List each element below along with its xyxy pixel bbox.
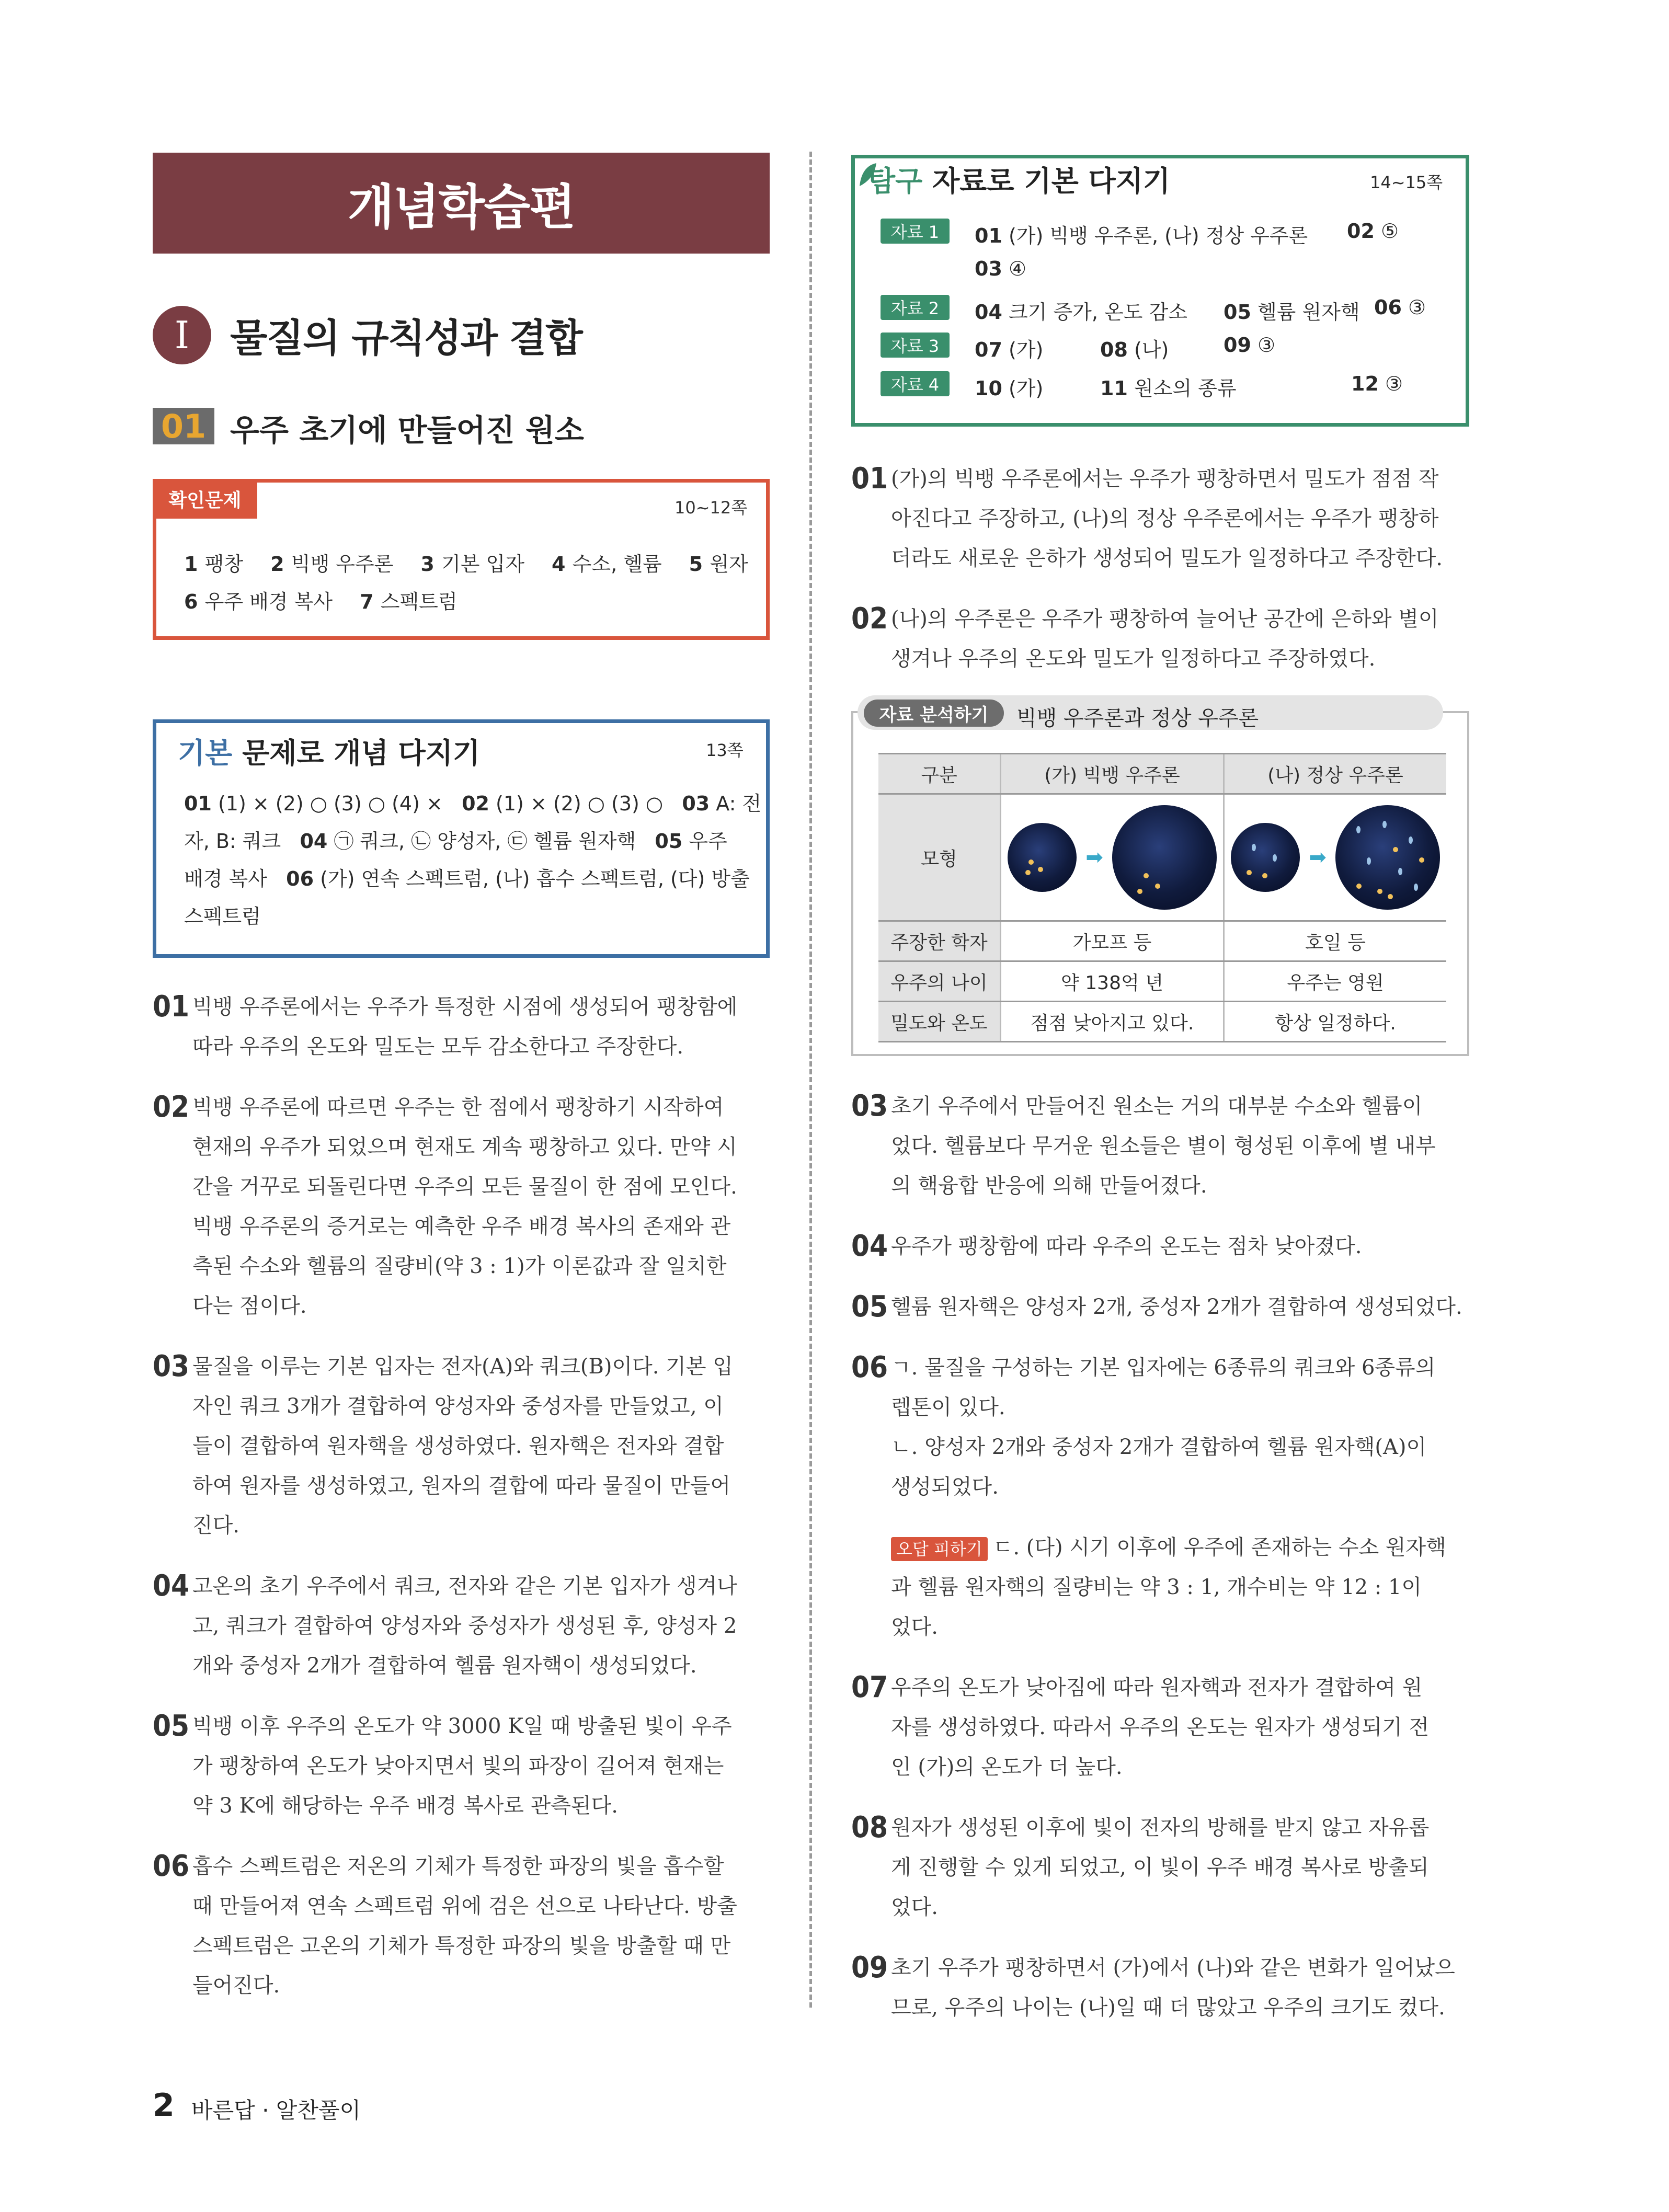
table-cell: 호일 등: [1224, 921, 1446, 961]
table-cell: 가모프 등: [1001, 921, 1224, 961]
text-line: [891, 1567, 1469, 1607]
check-problems-pages: 10~12쪽: [675, 498, 748, 518]
line-text: 따라 우주의 온도와 밀도는 모두 감소한다고 주장한다.: [192, 1035, 684, 1059]
explanation-item: [851, 459, 1469, 578]
check-answer: [270, 553, 393, 576]
line-text: 가 팽창하여 온도가 낮아지면서 빛의 파장이 길어져 현재는: [192, 1754, 724, 1778]
text-line: [192, 1566, 770, 1606]
explore-answer: 04 크기 증가, 온도 감소: [975, 301, 1187, 324]
steady-model-illustration: [1224, 794, 1446, 921]
item-text: [891, 1287, 1469, 1327]
text-line: [192, 1886, 770, 1926]
table-row-age: 우주의 나이: [878, 961, 1001, 1002]
line-text: 물질을 이루는 기본 입자는 전자(A)와 쿼크(B)이다. 기본 입: [192, 1355, 733, 1379]
explanation-item: [851, 599, 1469, 679]
text-line: [891, 1607, 1469, 1647]
text-line: [891, 1668, 1469, 1707]
text-line: [891, 1887, 1469, 1927]
check-answer: [360, 590, 458, 613]
text-line: [891, 1166, 1469, 1206]
line-text: 자를 생성하였다. 따라서 우주의 온도는 원자가 생성되기 전: [891, 1715, 1430, 1739]
answer-text: 기본 입자: [441, 553, 524, 576]
explanation-item: [153, 1847, 770, 2005]
item-text: [891, 1348, 1469, 1507]
table-cell: 우주는 영원: [1224, 961, 1446, 1002]
text-line: [192, 1646, 770, 1686]
text-line: [192, 1386, 770, 1426]
text-line: [891, 459, 1469, 499]
line-text: 더라도 새로운 은하가 생성되어 밀도가 일정하다고 주장한다.: [891, 546, 1443, 570]
line-text: 인 (가)의 온도가 더 높다.: [891, 1755, 1123, 1779]
line-text: 때 만들어져 연속 스펙트럼 위에 검은 선으로 나타난다. 방출: [192, 1894, 737, 1918]
table-header-bigbang: (가) 빅뱅 우주론: [1001, 754, 1224, 794]
answer-number: 6: [184, 590, 205, 613]
explore-answer: 09 ③: [1224, 334, 1276, 357]
item-number: 03: [153, 1349, 190, 1383]
answer-text: 원자: [710, 553, 748, 576]
data-analysis-tag: 자료 분석하기: [864, 700, 1004, 727]
section-title: 개념학습편: [347, 179, 575, 235]
explore-problems-pages: 14~15쪽: [1370, 173, 1443, 192]
basic-problems-title: [178, 731, 480, 771]
text-line: [192, 1966, 770, 2005]
explanation-item: [851, 1086, 1469, 1206]
line-text: 초기 우주에서 만들어진 원소는 거의 대부분 수소와 헬륨이: [891, 1094, 1423, 1118]
line-text: 원자가 생성된 이후에 빛이 전자의 방해를 받지 않고 자유롭: [891, 1816, 1430, 1840]
item-number: 04: [851, 1229, 888, 1263]
basic-answer-line: 자, B: 쿼크 04 ㉠ 쿼크, ㉡ 양성자, ㉢ 헬륨 원자핵 05 우주: [184, 830, 727, 853]
item-number: 04: [153, 1569, 190, 1603]
item-number: [851, 1528, 891, 1647]
line-text: 우주의 온도가 낮아짐에 따라 원자핵과 전자가 결합하여 원: [891, 1676, 1423, 1700]
line-text: 다는 점이다.: [192, 1294, 307, 1318]
line-text: 하여 원자를 생성하였고, 원자의 결합에 따라 물질이 만들어: [192, 1474, 731, 1498]
basic-answers: [184, 787, 762, 938]
item-text: [192, 1566, 770, 1686]
line-text: 생성되었다.: [891, 1475, 999, 1499]
text-line: [891, 1287, 1469, 1327]
item-text: [891, 1808, 1469, 1927]
explore-answer: 10 (가): [975, 377, 1044, 400]
item-number: 02: [851, 602, 888, 636]
table-model-label: 모형: [878, 794, 1001, 921]
part-numeral-badge: I: [153, 306, 211, 364]
line-text: 들이 결합하여 원자핵을 생성하였다. 원자핵은 전자와 결합: [192, 1434, 724, 1458]
text-line: [891, 1988, 1469, 2027]
explore-answer: 11 원소의 종류: [1100, 377, 1237, 400]
text-line: [192, 1127, 770, 1167]
text-line: [192, 1847, 770, 1886]
line-text: 었다.: [891, 1615, 938, 1639]
explanation-item: [851, 1287, 1469, 1327]
line-text: 현재의 우주가 되었으며 현재도 계속 팽창하고 있다. 만약 시: [192, 1135, 737, 1159]
explanation-item: [851, 1528, 1469, 1647]
item-text: [891, 599, 1469, 679]
answer-text: 수소, 헬륨: [572, 553, 662, 576]
explore-data-tag: 자료 2: [881, 295, 950, 320]
answer-text: 우주 배경 복사: [204, 590, 333, 613]
explore-answer: 06 ③: [1374, 296, 1426, 319]
item-text: [891, 1668, 1469, 1787]
basic-answer-line: 스펙트럼: [184, 905, 261, 928]
line-text: 진다.: [192, 1514, 239, 1538]
line-text: 개와 중성자 2개가 결합하여 헬륨 원자핵이 생성되었다.: [192, 1654, 697, 1678]
line-text: 흡수 스펙트럼은 저온의 기체가 특정한 파장의 빛을 흡수할: [192, 1854, 724, 1878]
text-line: [192, 1426, 770, 1466]
text-line: [192, 1246, 770, 1286]
line-text: 자인 쿼크 3개가 결합하여 양성자와 중성자를 만들었고, 이: [192, 1394, 724, 1418]
right-explanations-top: [851, 459, 1469, 700]
item-number: 06: [153, 1849, 190, 1883]
text-line: [192, 1167, 770, 1207]
table-header-steady: (나) 정상 우주론: [1224, 754, 1446, 794]
text-line: [891, 1808, 1469, 1848]
line-text: 게 진행할 수 있게 되었고, 이 빛이 우주 배경 복사로 방출되: [891, 1855, 1429, 1879]
text-line: [891, 1086, 1469, 1126]
item-number: 03: [851, 1089, 888, 1123]
item-number: 08: [851, 1810, 888, 1844]
answer-text: 스펙트럼: [380, 590, 458, 613]
check-answer: [184, 553, 243, 576]
text-line: [192, 1926, 770, 1966]
explore-answer: 05 헬륨 원자핵: [1224, 301, 1360, 324]
wrong-answer-tag: 오답 피하기: [891, 1537, 988, 1561]
explanation-item: [153, 987, 770, 1067]
check-answers-line-2: [184, 586, 458, 614]
answer-number: 3: [420, 553, 442, 576]
item-text: [891, 1086, 1469, 1206]
text-line: [192, 1087, 770, 1127]
explanation-item: [851, 1227, 1469, 1266]
right-explanations-bottom: [851, 1086, 1469, 2048]
line-text: 의 핵융합 반응에 의해 만들어졌다.: [891, 1174, 1207, 1198]
text-line: [192, 1207, 770, 1246]
page-number: 2: [153, 2087, 175, 2124]
item-text: [891, 1528, 1469, 1647]
text-line: [192, 1466, 770, 1506]
item-number: 05: [153, 1709, 190, 1743]
explore-answer: 08 (나): [1100, 338, 1169, 361]
table-cell: 항상 일정하다.: [1224, 1002, 1446, 1042]
table-row-density: 밀도와 온도: [878, 1002, 1001, 1042]
answer-number: 2: [270, 553, 291, 576]
large-universe-sphere: [1112, 805, 1217, 910]
line-text: 헬륨 원자핵은 양성자 2개, 중성자 2개가 결합하여 생성되었다.: [891, 1295, 1462, 1319]
explanation-item: [851, 1948, 1469, 2027]
answer-number: 1: [184, 553, 205, 576]
large-universe-sphere: [1335, 805, 1440, 910]
explore-answer: 01 (가) 빅뱅 우주론, (나) 정상 우주론: [975, 224, 1308, 247]
explanation-item: [851, 1668, 1469, 1787]
text-line: [891, 599, 1469, 639]
item-number: 09: [851, 1951, 888, 1985]
item-number: 05: [851, 1290, 888, 1324]
item-text: [891, 1227, 1469, 1266]
explanation-item: [153, 1087, 770, 1326]
chapter-number: 01: [153, 408, 214, 444]
text-line: [192, 1786, 770, 1826]
explore-data-tag: 자료 1: [881, 219, 950, 244]
text-line: [192, 1606, 770, 1646]
comparison-table: [878, 753, 1446, 1042]
explore-answer: 02 ⑤: [1347, 220, 1399, 243]
item-number: 01: [851, 462, 888, 496]
left-explanations: [153, 987, 770, 2026]
basic-answer-line: 01 (1) × (2) ○ (3) ○ (4) × 02 (1) × (2) ○ (3) ○ 03 A: 전: [184, 792, 762, 815]
line-text: ㄱ. 물질을 구성하는 기본 입자에는 6종류의 쿼크와 6종류의: [891, 1356, 1436, 1380]
item-number: 06: [851, 1350, 888, 1384]
check-answer: [689, 553, 748, 576]
table-cell: 약 138억 년: [1001, 961, 1224, 1002]
explore-title-rest: 자료로 기본 다지기: [922, 165, 1171, 198]
answer-number: 4: [551, 553, 573, 576]
explanation-item: [851, 1348, 1469, 1507]
item-text: [192, 987, 770, 1067]
line-text: 빅뱅 우주론에서는 우주가 특정한 시점에 생성되어 팽창함에: [192, 995, 738, 1019]
arrow-right-icon: ➡: [1309, 845, 1327, 869]
item-text: [192, 1347, 770, 1545]
text-line: [192, 987, 770, 1027]
line-text: 과 헬륨 원자핵의 질량비는 약 3 : 1, 개수비는 약 12 : 1이: [891, 1575, 1422, 1599]
column-divider: [809, 152, 812, 2008]
line-text: 아진다고 주장하고, (나)의 정상 우주론에서는 우주가 팽창하: [891, 507, 1439, 531]
check-answer: [552, 553, 662, 576]
item-text: [192, 1706, 770, 1826]
basic-title-rest: 문제로 개념 다지기: [232, 737, 481, 770]
footer-book-title: 바른답 · 알찬풀이: [191, 2098, 361, 2123]
explore-problems-title: [868, 159, 1170, 199]
item-number: 02: [153, 1090, 190, 1124]
line-text: ㄷ. (다) 시기 이후에 우주에 존재하는 수소 원자핵: [992, 1535, 1446, 1560]
line-text: 빅뱅 우주론에 따르면 우주는 한 점에서 팽창하기 시작하여: [192, 1095, 724, 1119]
line-text: 측된 수소와 헬륨의 질량비(약 3 : 1)가 이론값과 잘 일치한: [192, 1254, 727, 1278]
line-text: 므로, 우주의 나이는 (나)일 때 더 많았고 우주의 크기도 컸다.: [891, 1996, 1445, 2020]
small-universe-sphere: [1008, 823, 1077, 892]
table-header-category: 구분: [878, 754, 1001, 794]
line-text: ㄴ. 양성자 2개와 중성자 2개가 결합하여 헬륨 원자핵(A)이: [891, 1435, 1427, 1459]
line-text: 약 3 K에 해당하는 우주 배경 복사로 관측된다.: [192, 1794, 618, 1818]
chapter-title: 우주 초기에 만들어진 원소: [230, 412, 584, 448]
text-line: [192, 1347, 770, 1386]
section-title-bar: [153, 153, 770, 254]
text-line: [891, 1388, 1469, 1427]
explore-title-highlight: 탐구: [868, 165, 923, 198]
line-text: 우주가 팽창함에 따라 우주의 온도는 점차 낮아졌다.: [891, 1234, 1362, 1258]
line-text: (가)의 빅뱅 우주론에서는 우주가 팽창하면서 밀도가 점점 작: [891, 467, 1439, 491]
item-number: 07: [851, 1670, 888, 1704]
item-text: [891, 459, 1469, 578]
check-answer: [420, 553, 524, 576]
part-title: 물질의 규칙성과 결합: [230, 316, 582, 361]
data-analysis-title: 빅뱅 우주론과 정상 우주론: [1016, 706, 1259, 730]
line-text: 스펙트럼은 고온의 기체가 특정한 파장의 빛을 방출할 때 만: [192, 1934, 731, 1958]
line-text: 들어진다.: [192, 1974, 280, 1998]
line-text: 빅뱅 이후 우주의 온도가 약 3000 K일 때 방출된 빛이 우주: [192, 1714, 732, 1738]
text-line: [891, 1528, 1469, 1567]
line-text: 고, 쿼크가 결합하여 양성자와 중성자가 생성된 후, 양성자 2: [192, 1614, 737, 1638]
line-text: 초기 우주가 팽창하면서 (가)에서 (나)와 같은 변화가 일어났으: [891, 1956, 1455, 1980]
text-line: [192, 1027, 770, 1067]
explore-answer: 03 ④: [975, 257, 1027, 280]
line-text: 고온의 초기 우주에서 쿼크, 전자와 같은 기본 입자가 생겨나: [192, 1574, 737, 1598]
check-problems-tag: 확인문제: [153, 479, 257, 519]
text-line: [891, 1427, 1469, 1467]
explanation-item: [153, 1566, 770, 1686]
text-line: [891, 1126, 1469, 1166]
line-text: 생겨나 우주의 온도와 밀도가 일정하다고 주장하였다.: [891, 647, 1376, 671]
explore-data-tag: 자료 4: [881, 371, 950, 396]
text-line: [891, 1348, 1469, 1388]
basic-answer-line: 배경 복사 06 (가) 연속 스펙트럼, (나) 흡수 스펙트럼, (다) 방출: [184, 867, 750, 890]
explore-data-tag: 자료 3: [881, 333, 950, 358]
text-line: [891, 499, 1469, 538]
item-text: [192, 1087, 770, 1326]
text-line: [192, 1506, 770, 1545]
basic-title-highlight: 기본: [178, 737, 233, 770]
item-text: [891, 1948, 1469, 2027]
text-line: [192, 1706, 770, 1746]
line-text: (나)의 우주론은 우주가 팽창하여 늘어난 공간에 은하와 별이: [891, 607, 1439, 631]
answer-text: 팽창: [204, 553, 244, 576]
line-text: 렙톤이 있다.: [891, 1395, 1005, 1419]
arrow-right-icon: ➡: [1085, 845, 1103, 869]
explore-answer: 12 ③: [1351, 372, 1403, 395]
item-number: 01: [153, 990, 190, 1024]
answer-text: 빅뱅 우주론: [291, 553, 394, 576]
line-text: 었다.: [891, 1895, 938, 1919]
answer-number: 7: [360, 590, 381, 613]
explore-answer: 07 (가): [975, 338, 1044, 361]
check-answer: [184, 590, 333, 613]
text-line: [891, 1747, 1469, 1787]
line-text: 빅뱅 우주론의 증거로는 예측한 우주 배경 복사의 존재와 관: [192, 1214, 731, 1239]
text-line: [891, 1707, 1469, 1747]
text-line: [891, 639, 1469, 679]
small-universe-sphere: [1231, 823, 1300, 892]
text-line: [891, 1467, 1469, 1507]
line-text: 었다. 헬륨보다 무거운 원소들은 별이 형성된 이후에 별 내부: [891, 1134, 1436, 1158]
text-line: [891, 1227, 1469, 1266]
text-line: [192, 1746, 770, 1786]
line-text: 간을 거꾸로 되돌린다면 우주의 모든 물질이 한 점에 모인다.: [192, 1175, 737, 1199]
text-line: [192, 1286, 770, 1326]
text-line: [891, 1848, 1469, 1887]
check-answers-line-1: [184, 548, 748, 577]
explanation-item: [153, 1706, 770, 1826]
answer-number: 5: [689, 553, 710, 576]
table-row-scientist: 주장한 학자: [878, 921, 1001, 961]
table-cell: 점점 낮아지고 있다.: [1001, 1002, 1224, 1042]
explanation-item: [153, 1347, 770, 1545]
explanation-item: [851, 1808, 1469, 1927]
item-text: [192, 1847, 770, 2005]
basic-problems-pages: 13쪽: [706, 740, 744, 760]
bigbang-model-illustration: [1001, 794, 1224, 921]
text-line: [891, 1948, 1469, 1988]
text-line: [891, 538, 1469, 578]
